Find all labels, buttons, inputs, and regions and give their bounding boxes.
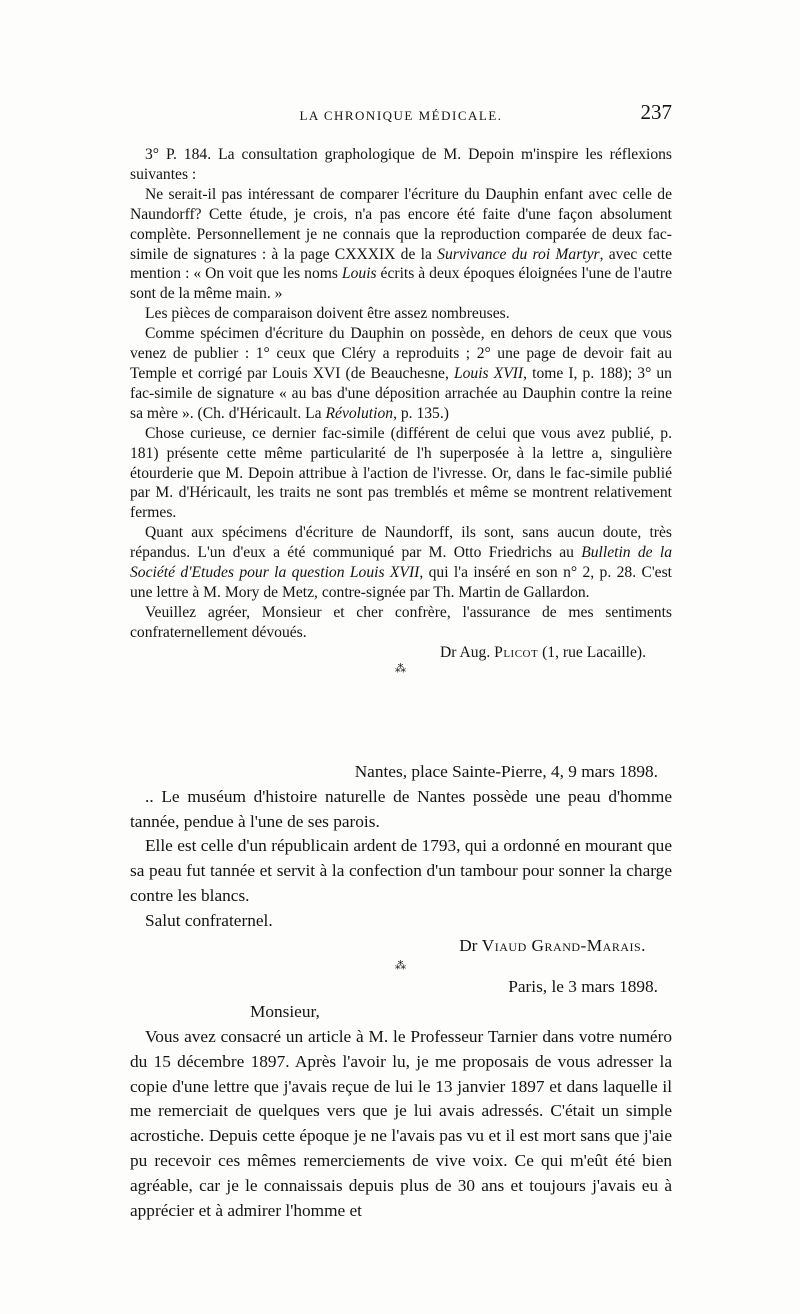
signature	[130, 643, 672, 663]
text-run: Ne serait-il pas intéressant de comparer l'écriture du Dauphin enfant avec celle de Naundorff? Cette étude, je crois, n'a pas encore été faite d'une façon absolument complète. Personnellement je ne connais que la reproduction comparée de deux fac-simile de signatures : à la page CXXXIX de la	[130, 185, 672, 263]
asterism-separator: ⁂	[395, 960, 407, 973]
text-run: , p. 135.)	[393, 404, 449, 422]
text-run: Comme spécimen d'écriture du Dauphin on possède, en dehors de ceux que vous venez de publier : 1° ceux que Cléry a reproduits ; 2° une page de devoir fait au Temple et corrigé par Louis XVI (de Beauchesne,	[130, 325, 672, 382]
paragraph: 3° P. 184. La consultation graphologique de M. Depoin m'inspire les réflexions suivantes :	[130, 146, 672, 183]
signature	[130, 934, 672, 959]
text-run: , tome I, p. 188); 3° un fac-simile de signature « au bas d'une déposition arrachée au Dauphin contre la reine sa mère ». (Ch. d'Héricault. La	[130, 364, 672, 422]
paragraph: Chose curieuse, ce dernier fac-simile (différent de celui que vous avez publié, p. 181) présente cette même particularité de l'h superposée à la lettre a, singulière étourderie que M. Depoin attribue à l'action de l'ivresse. Or, dans le fac-simile publié par M. d'Héricault, les traits ne sont pas tremblés et même se montrent relativement fermes.	[130, 424, 672, 522]
letter-depoin-section	[130, 145, 672, 676]
paragraph: .. Le muséum d'histoire naturelle de Nantes possède une peau d'homme tannée, pendue à l'une de ses parois.	[130, 786, 672, 831]
paragraph	[130, 324, 672, 424]
author-name: Viaud Grand-Marais.	[481, 935, 646, 955]
paragraph	[130, 185, 672, 304]
book-title: Révolution	[325, 404, 394, 422]
dateline: Nantes, place Sainte-Pierre, 4, 9 mars 1898.	[354, 762, 658, 781]
dateline: Paris, le 3 mars 1898.	[508, 977, 658, 997]
paragraph: Les pièces de comparaison doivent être assez nombreuses.	[145, 305, 510, 323]
journal-title: Bulletin de la Société d'Etudes pour la question Louis XVII	[130, 544, 673, 582]
closing: Salut confraternel.	[145, 910, 273, 930]
asterism-separator: ⁂	[395, 662, 407, 675]
running-title: LA CHRONIQUE MÉDICALE.	[299, 108, 503, 123]
text-run: Dr Aug.	[439, 643, 495, 661]
paragraph	[130, 523, 672, 603]
page-number: 237	[640, 100, 672, 124]
paragraph: Vous avez consacré un article à M. le Professeur Tarnier dans votre numéro du 15 décembre 1897. Après l'avoir lu, je me proposais de vous adresser la copie d'une lettre que j'avais reçue de lui le 13 janvier 1897 et dans laquelle il me remerciait de quelques vers que je lui avais adressés. C'était un simple acrostiche. Depuis cette époque je ne l'avais pas vu et il est mort sans que j'aie pu recevoir ces mêmes remerciements de vive voix. Ce qui m'eût été bien agréable, car je le connaissais depuis plus de 30 ans et toujours j'avais eu à apprécier et à admirer l'homme et	[130, 1026, 672, 1220]
text-run: Quant aux spécimens d'écriture de Naundorff, ils sont, sans aucun doute, très répandus. L'un d'eux a été communiqué par M. Otto Friedrichs au	[130, 524, 672, 562]
letters-section	[130, 760, 672, 1223]
page-header	[130, 100, 672, 130]
text-run: , avec cette mention : « On voit que les noms	[130, 245, 673, 283]
paragraph: Veuillez agréer, Monsieur et cher confrère, l'assurance de mes sentiments confraternellement dévoués.	[130, 603, 672, 641]
salutation: Monsieur,	[250, 1002, 320, 1022]
emphasis: Louis	[341, 265, 377, 283]
text-run: , qui l'a inséré en son n° 2, p. 28. C'est une lettre à M. Mory de Metz, contre-signée par Th. Martin de Gallardon.	[130, 564, 673, 601]
book-title: Louis XVII	[453, 364, 524, 382]
text-run: écrits à deux époques éloignées l'une de l'autre sont de la même main. »	[130, 265, 672, 303]
book-title: Survivance du roi Martyr	[437, 245, 600, 263]
paragraph: Elle est celle d'un républicain ardent de 1793, qui a ordonné en mourant que sa peau fut tannée et servit à la confection d'un tambour pour sonner la charge contre les blancs.	[130, 836, 672, 905]
author-name: Plicot	[494, 643, 539, 661]
text-run: Dr	[459, 935, 482, 955]
text-run: (1, rue Lacaille).	[538, 643, 646, 661]
